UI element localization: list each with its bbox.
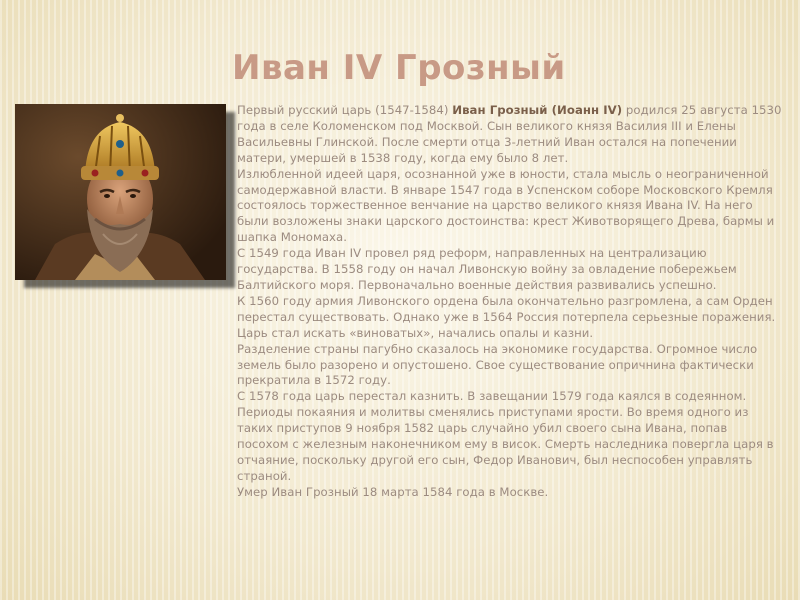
- tsar-name-bold: Иван Грозный (Иоанн IV): [452, 103, 623, 117]
- paragraph-6: С 1578 года царь перестал казнить. В завещании 1579 года каялся в содеянном. Периоды покаяния и молитвы сменялись приступами ярости. Во время одного из таких приступов 9 ноября 1582 царь случайно убил своего сына Ивана, попав посохом с железным наконечником ему в висок. Смерть наследника повергла царя в отчаяние, поскольку другой его сын, Федор Иванович, был неспособен управлять страной.: [237, 389, 774, 483]
- portrait-image: [15, 104, 226, 280]
- paragraph-4: К 1560 году армия Ливонского ордена была окончательно разгромлена, а сам Орден перестал существовать. Однако уже в 1564 Россия потерпела серьезные поражения. Царь стал искать «виноватых», начались опалы и казни.: [237, 293, 776, 340]
- paragraph-2: Излюбленной идеей царя, осознанной уже в юности, стала мысль о неограниченной самодержавной власти. В январе 1547 года в Успенском соборе Московского Кремля состоялось торжественное венчание на царство великого князя Ивана IV. На него были возложены знаки царского достоинства: крест Животворящего Древа, бармы и шапка Мономаха.: [237, 166, 775, 245]
- paragraph-1-rest: родился 25 августа 1530 года в селе Коломенском под Москвой. Сын великого князя Василия III и Елены Васильевны Глинской. После смерти отца 3-летний Иван остался на попечении матери, умершей в 1538 году, когда ему было 8 лет.: [237, 103, 782, 165]
- paragraph-1: [237, 103, 782, 167]
- portrait-icon: [15, 104, 226, 280]
- paragraph-3: С 1549 года Иван IV провел ряд реформ, направленных на централизацию государства. В 1558 году он начал Ливонскую войну за овладение побережьем Балтийского моря. Первоначально военные действия развивались успешно.: [237, 246, 737, 292]
- paragraph-1-intro: Первый русский царь (1547-1584): [237, 103, 453, 117]
- paragraph-5: Разделение страны пагубно сказалось на экономике государства. Огромное число земель было разорено и опустошено. Свое существование опричнина фактически прекратила в 1572 году.: [237, 341, 758, 388]
- slide-title: Иван IV Грозный: [232, 48, 566, 88]
- paragraph-7: Умер Иван Грозный 18 марта 1584 года в Москве.: [237, 484, 549, 499]
- biography-text: [237, 103, 782, 501]
